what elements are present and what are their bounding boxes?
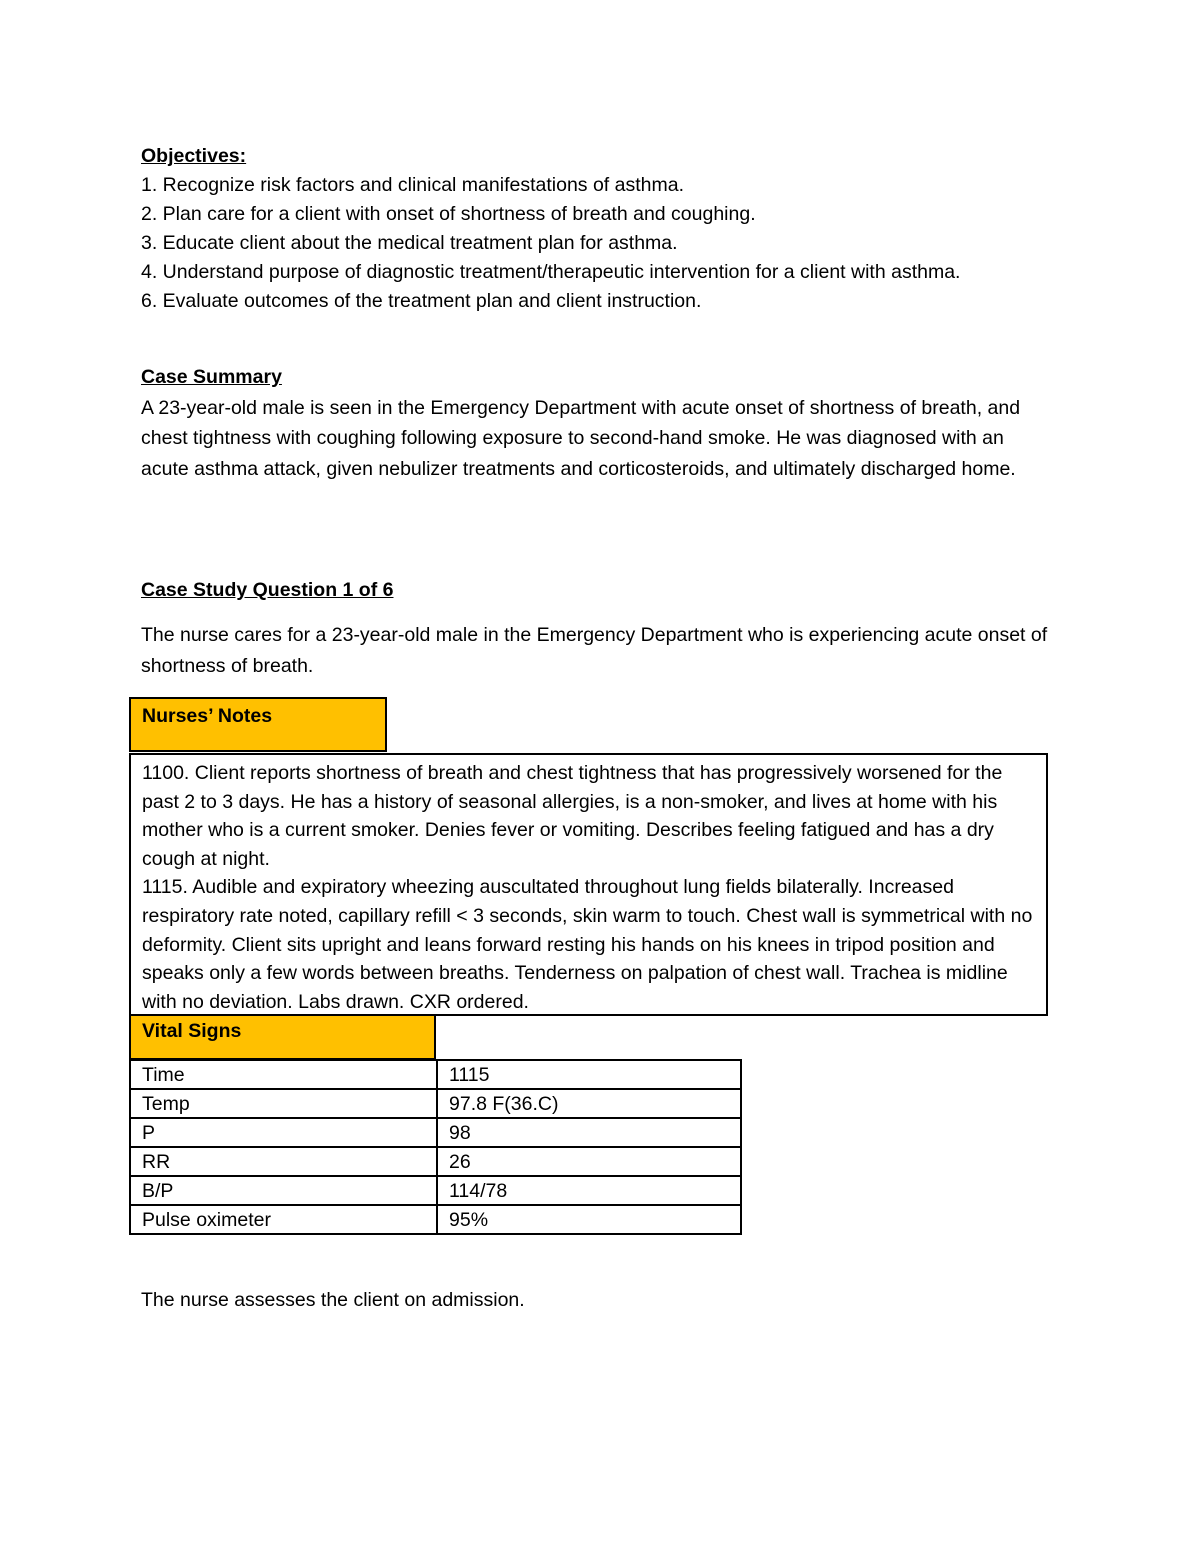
case-summary-text: A 23-year-old male is seen in the Emergency Department with acute onset of shortness of breath, and chest tightness with coughing following exposure to second-hand smoke. He was diagnosed with an acute asthma attack, given nebulizer treatments and corticosteroids, and ultimately discharged home. bbox=[141, 396, 1021, 480]
vital-signs-table bbox=[129, 1059, 742, 1235]
vital-value: 97.8 F(36.C) bbox=[437, 1089, 741, 1118]
vital-label: Time bbox=[130, 1060, 437, 1089]
vital-signs-tab[interactable] bbox=[129, 1016, 436, 1060]
case-summary-heading: Case Summary bbox=[141, 366, 282, 388]
table-row bbox=[130, 1118, 741, 1147]
objective-item: 3. Educate client about the medical treatment plan for asthma. bbox=[141, 232, 678, 254]
table-row bbox=[130, 1089, 741, 1118]
objective-item: 1. Recognize risk factors and clinical manifestations of asthma. bbox=[141, 174, 685, 196]
vital-value: 98 bbox=[437, 1118, 741, 1147]
question-prompt bbox=[141, 620, 1071, 682]
vital-label: B/P bbox=[130, 1176, 437, 1205]
vital-label: P bbox=[130, 1118, 437, 1147]
table-row bbox=[130, 1060, 741, 1089]
case-summary-section bbox=[141, 362, 1061, 484]
table-row bbox=[130, 1147, 741, 1176]
objective-item: 6. Evaluate outcomes of the treatment plan and client instruction. bbox=[141, 290, 702, 312]
objective-item: 4. Understand purpose of diagnostic treatment/therapeutic intervention for a client with asthma. bbox=[141, 261, 961, 283]
vital-signs-heading: Vital Signs bbox=[142, 1020, 242, 1042]
table-row bbox=[130, 1176, 741, 1205]
nurses-note-entry: 1115. Audible and expiratory wheezing auscultated throughout lung fields bilaterally. Increased respiratory rate noted, capillary refill < 3 seconds, skin warm to touch. Chest wall is symmetrical with no deformity. Client sits upright and leans forward resting his hands on his knees in tripod position and speaks only a few words between breaths. Tenderness on palpation of chest wall. Trachea is midline with no deviation. Labs drawn. CXR ordered. bbox=[142, 876, 1033, 1013]
question-heading: Case Study Question 1 of 6 bbox=[141, 579, 394, 601]
objectives-section bbox=[141, 142, 1061, 316]
nurses-note-entry: 1100. Client reports shortness of breath and chest tightness that has progressively worsened for the past 2 to 3 days. He has a history of seasonal allergies, is a non-smoker, and lives at home with his mother who is a current smoker. Denies fever or vomiting. Describes feeling fatigued and has a dry cough at night. bbox=[142, 762, 1003, 870]
question-section bbox=[141, 576, 1061, 605]
vital-label: Temp bbox=[130, 1089, 437, 1118]
vital-value: 114/78 bbox=[437, 1176, 741, 1205]
vital-value: 1115 bbox=[437, 1060, 741, 1089]
vital-value: 95% bbox=[437, 1205, 741, 1234]
question-text: The nurse cares for a 23-year-old male in the Emergency Department who is experiencing acute onset of shortness of breath. bbox=[141, 624, 1048, 677]
objectives-heading: Objectives: bbox=[141, 145, 247, 167]
closing-text: The nurse assesses the client on admission. bbox=[141, 1289, 525, 1311]
table-row bbox=[130, 1205, 741, 1234]
vital-label: RR bbox=[130, 1147, 437, 1176]
nurses-notes-panel bbox=[129, 753, 1048, 1016]
nurses-notes-tab[interactable] bbox=[129, 697, 387, 752]
vital-value: 26 bbox=[437, 1147, 741, 1176]
objective-item: 2. Plan care for a client with onset of shortness of breath and coughing. bbox=[141, 203, 756, 225]
vital-label: Pulse oximeter bbox=[130, 1205, 437, 1234]
nurses-notes-heading: Nurses’ Notes bbox=[142, 705, 273, 727]
